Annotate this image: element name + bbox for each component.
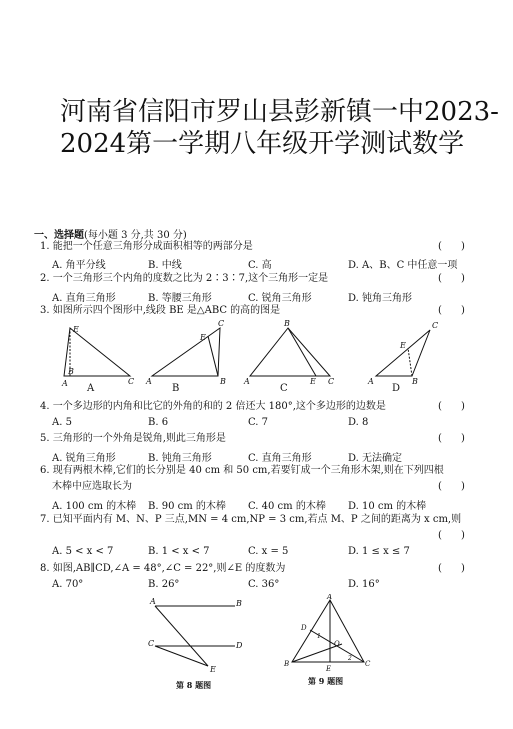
option-1d: D. A、B、C 中任意一项 — [348, 260, 458, 271]
q3a-label-c: C — [128, 377, 135, 386]
q3a-label-a: A — [62, 379, 68, 388]
option-8c: C. 36° — [248, 579, 280, 590]
fig9-label-angle-2: 2 — [348, 655, 352, 662]
option-7c: C. x = 5 — [248, 546, 289, 557]
question-6-line-2: 木棒中应选取长为 — [52, 481, 132, 492]
fig9-label-d: D — [301, 624, 307, 632]
option-1b: B. 中线 — [148, 260, 182, 271]
option-6b: B. 90 cm 的木棒 — [148, 501, 226, 512]
q3c-height — [288, 328, 316, 376]
option-3d: D — [392, 383, 401, 394]
options-6 — [52, 497, 492, 512]
fig9-label-c: C — [365, 660, 371, 668]
option-7a: A. 5 < x < 7 — [52, 546, 114, 557]
option-1a: A. 角平分线 — [52, 260, 106, 271]
question-3: 3. 如图所示四个图形中,线段 BE 是△ABC 的高的图是 — [40, 305, 281, 316]
q3d-label-e: E — [400, 341, 406, 350]
option-2c: C. 锐角三角形 — [248, 293, 312, 304]
q3d-label-b: B — [412, 377, 418, 386]
title-line-1: 河南省信阳市罗山县彭新镇一中2023- — [60, 97, 499, 127]
fig9-label-b: B — [284, 660, 290, 668]
q3d-label-a: A — [368, 377, 374, 386]
section-note: (每小题 3 分,共 30 分) — [84, 230, 187, 241]
option-8a: A. 70° — [52, 579, 84, 590]
question-2: 2. 一个三角形三个内角的度数之比为 2∶3∶7,这个三角形一定是 — [40, 273, 329, 284]
option-3b: B — [172, 383, 180, 394]
option-5d: D. 无法确定 — [348, 453, 403, 464]
q3d-triangle — [376, 330, 430, 376]
q3b-label-e: E — [200, 333, 206, 342]
option-2b: B. 等腰三角形 — [148, 293, 212, 304]
option-6a: A. 100 cm 的木棒 — [52, 501, 137, 512]
option-2d: D. 钝角三角形 — [348, 293, 413, 304]
options-7 — [52, 546, 492, 558]
options-2 — [52, 289, 492, 304]
figure-9 — [282, 594, 372, 672]
question-6: 6. 现有两根木棒,它们的长分别是 40 cm 和 50 cm,若要钉成一个三角形木架,则在下列四根 — [40, 465, 444, 476]
answer-blank-5: ( ) — [438, 433, 465, 444]
answer-blank-7: ( ) — [438, 530, 465, 541]
options-5 — [52, 449, 492, 464]
fig9-label-a: A — [327, 594, 333, 601]
fig8-label-a: A — [150, 597, 156, 606]
option-5a: A. 锐角三角形 — [52, 453, 116, 464]
q3b-label-a: A — [146, 377, 152, 386]
answer-blank-2: ( ) — [438, 273, 465, 284]
option-6d: D. 10 cm 的木棒 — [348, 501, 427, 512]
option-8b: B. 26° — [148, 579, 180, 590]
q3c-triangle — [250, 328, 330, 376]
option-4c: C. 7 — [248, 417, 269, 428]
fig9-label-angle-1: 1 — [317, 633, 321, 640]
option-4b: B. 6 — [148, 417, 169, 428]
option-1c: C. 高 — [248, 260, 272, 271]
option-7d: D. 1 ≤ x ≤ 7 — [348, 546, 410, 557]
options-1 — [52, 256, 492, 271]
q3d-label-c: C — [432, 321, 439, 330]
fig8-label-b: B — [236, 599, 242, 608]
q3-figures — [40, 318, 480, 388]
title-line-2: 2024第一学期八年级开学测试数学 — [60, 129, 465, 159]
q3c-label-a: A — [244, 377, 250, 386]
q3d-height — [408, 348, 412, 376]
answer-blank-4: ( ) — [438, 401, 465, 412]
options-3 — [0, 383, 440, 395]
fig8-label-d: D — [236, 641, 243, 650]
option-8d: D. 16° — [348, 579, 380, 590]
question-8: 8. 如图,AB∥CD,∠A = 48°,∠C = 22°,则∠E 的度数为 — [40, 563, 286, 574]
answer-blank-6: ( ) — [438, 481, 465, 492]
option-5c: C. 直角三角形 — [248, 453, 312, 464]
q3b-label-c: C — [218, 319, 225, 328]
section-name: 一、选择题 — [34, 230, 84, 241]
fig8-line-ae — [155, 606, 208, 666]
document-title — [60, 96, 500, 160]
figure-8 — [140, 594, 260, 674]
option-4a: A. 5 — [52, 417, 72, 428]
fig8-line-ce — [155, 646, 208, 666]
option-7b: B. 1 < x < 7 — [148, 546, 210, 557]
q3c-label-c: C — [328, 377, 335, 386]
q3c-label-e: E — [310, 377, 316, 386]
q3a-label-e: E — [73, 325, 79, 334]
q3b-triangle — [152, 328, 220, 376]
option-5b: B. 钝角三角形 — [148, 453, 212, 464]
option-3a: A — [87, 383, 95, 394]
q3a-label-b: B — [68, 367, 74, 376]
q3b-height — [208, 336, 218, 376]
question-5: 5. 三角形的一个外角是锐角,则此三角形是 — [40, 433, 226, 444]
section-heading — [34, 226, 187, 241]
question-1: 1. 能把一个任意三角形分成面积相等的两部分是 — [40, 241, 253, 252]
q3b-label-b: B — [220, 377, 226, 386]
answer-blank-8: ( ) — [438, 563, 465, 574]
fig9-label-e: E — [326, 665, 332, 672]
question-7: 7. 已知平面内有 M、N、P 三点,MN = 4 cm,NP = 3 cm,若点 M、P 之间的距离为 x cm,则 — [40, 514, 462, 525]
option-6c: C. 40 cm 的木棒 — [248, 501, 326, 512]
q3a-triangle — [64, 328, 130, 376]
answer-blank-1: ( ) — [438, 241, 465, 252]
option-3c: C — [280, 383, 288, 394]
question-4: 4. 一个多边形的内角和比它的外角的和的 2 倍还大 180°,这个多边形的边数是 — [40, 401, 386, 412]
answer-blank-3: ( ) — [438, 305, 465, 316]
caption-figure-8: 第 8 题图 — [176, 680, 212, 690]
q3c-label-b: B — [284, 319, 290, 328]
caption-figure-9: 第 9 题图 — [308, 676, 344, 686]
fig8-label-e: E — [210, 665, 216, 674]
options-8 — [52, 579, 492, 591]
options-4 — [52, 417, 492, 429]
option-4d: D. 8 — [348, 417, 369, 428]
fig9-label-o: O — [334, 640, 340, 648]
fig8-label-c: C — [148, 639, 155, 648]
option-2a: A. 直角三角形 — [52, 293, 116, 304]
